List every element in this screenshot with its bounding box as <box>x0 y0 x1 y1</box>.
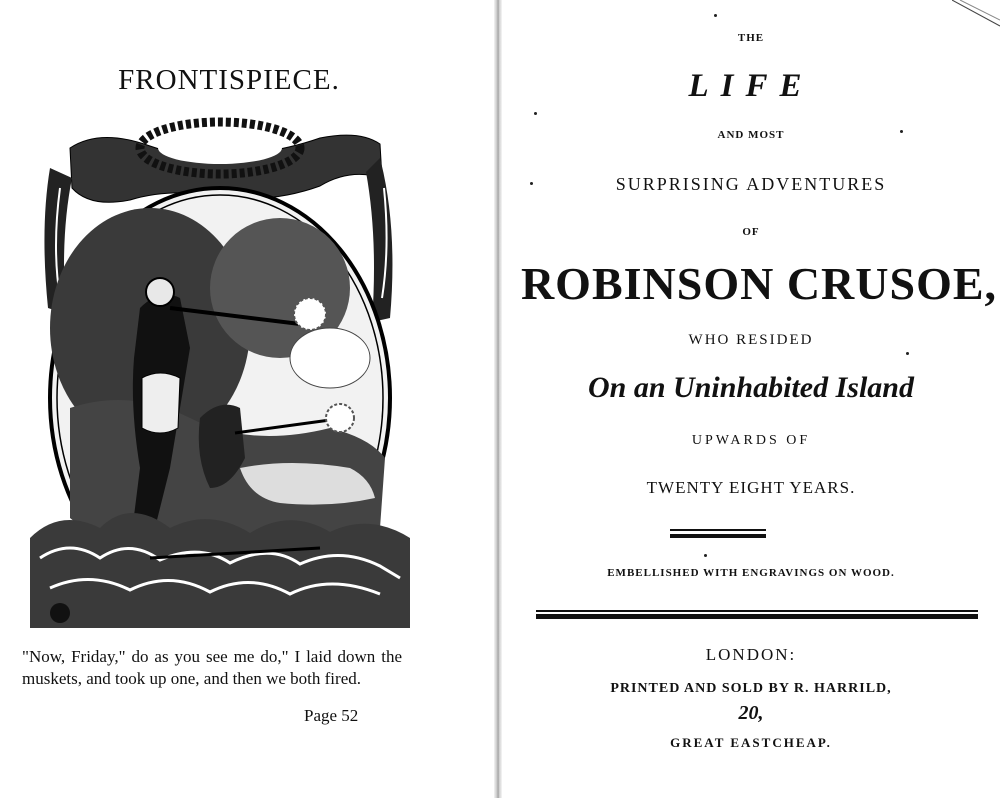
ink-speck <box>534 112 537 115</box>
ink-speck <box>906 352 909 355</box>
woodcut-engraving <box>30 108 410 638</box>
title-embellished: EMBELLISHED WITH ENGRAVINGS ON WOOD. <box>607 567 895 579</box>
title-uninhabited-island: On an Uninhabited Island <box>588 371 914 404</box>
title-and-most: AND MOST <box>717 129 785 141</box>
ink-speck <box>900 130 903 133</box>
ink-speck <box>530 182 533 185</box>
imprint-street: GREAT EASTCHEAP. <box>670 735 832 750</box>
frontispiece-caption: "Now, Friday," do as you see me do," I laid down the muskets, and took up one, and then we both fired. <box>22 647 402 688</box>
title-upwards-of: UPWARDS OF <box>691 433 811 448</box>
ink-speck <box>704 554 707 557</box>
frontispiece-page <box>0 0 494 798</box>
page-reference: Page 52 <box>304 706 359 725</box>
title-page <box>502 0 1000 798</box>
frontispiece-heading: FRONTISPIECE. <box>118 64 340 96</box>
short-rule-thick <box>670 534 766 538</box>
title-of: OF <box>742 226 760 238</box>
title-robinson-crusoe: ROBINSON CRUSOE, <box>520 258 998 309</box>
title-life: LIFE <box>688 68 814 104</box>
title-who-resided: WHO RESIDED <box>688 332 814 348</box>
page-corner-fold <box>952 0 1000 30</box>
title-twenty-eight-years: TWENTY EIGHT YEARS. <box>646 478 856 497</box>
imprint-number: 20, <box>738 702 764 724</box>
book-gutter <box>494 0 502 798</box>
ink-speck <box>714 14 717 17</box>
imprint-city: LONDON: <box>705 645 797 664</box>
title-surprising-adventures: SURPRISING ADVENTURES <box>615 174 887 194</box>
long-rule-thin <box>536 610 978 612</box>
short-rule-thin <box>670 529 766 531</box>
long-rule-thick <box>536 614 978 619</box>
title-the: THE <box>737 32 765 44</box>
imprint-printer: PRINTED AND SOLD BY R. HARRILD, <box>610 681 892 696</box>
